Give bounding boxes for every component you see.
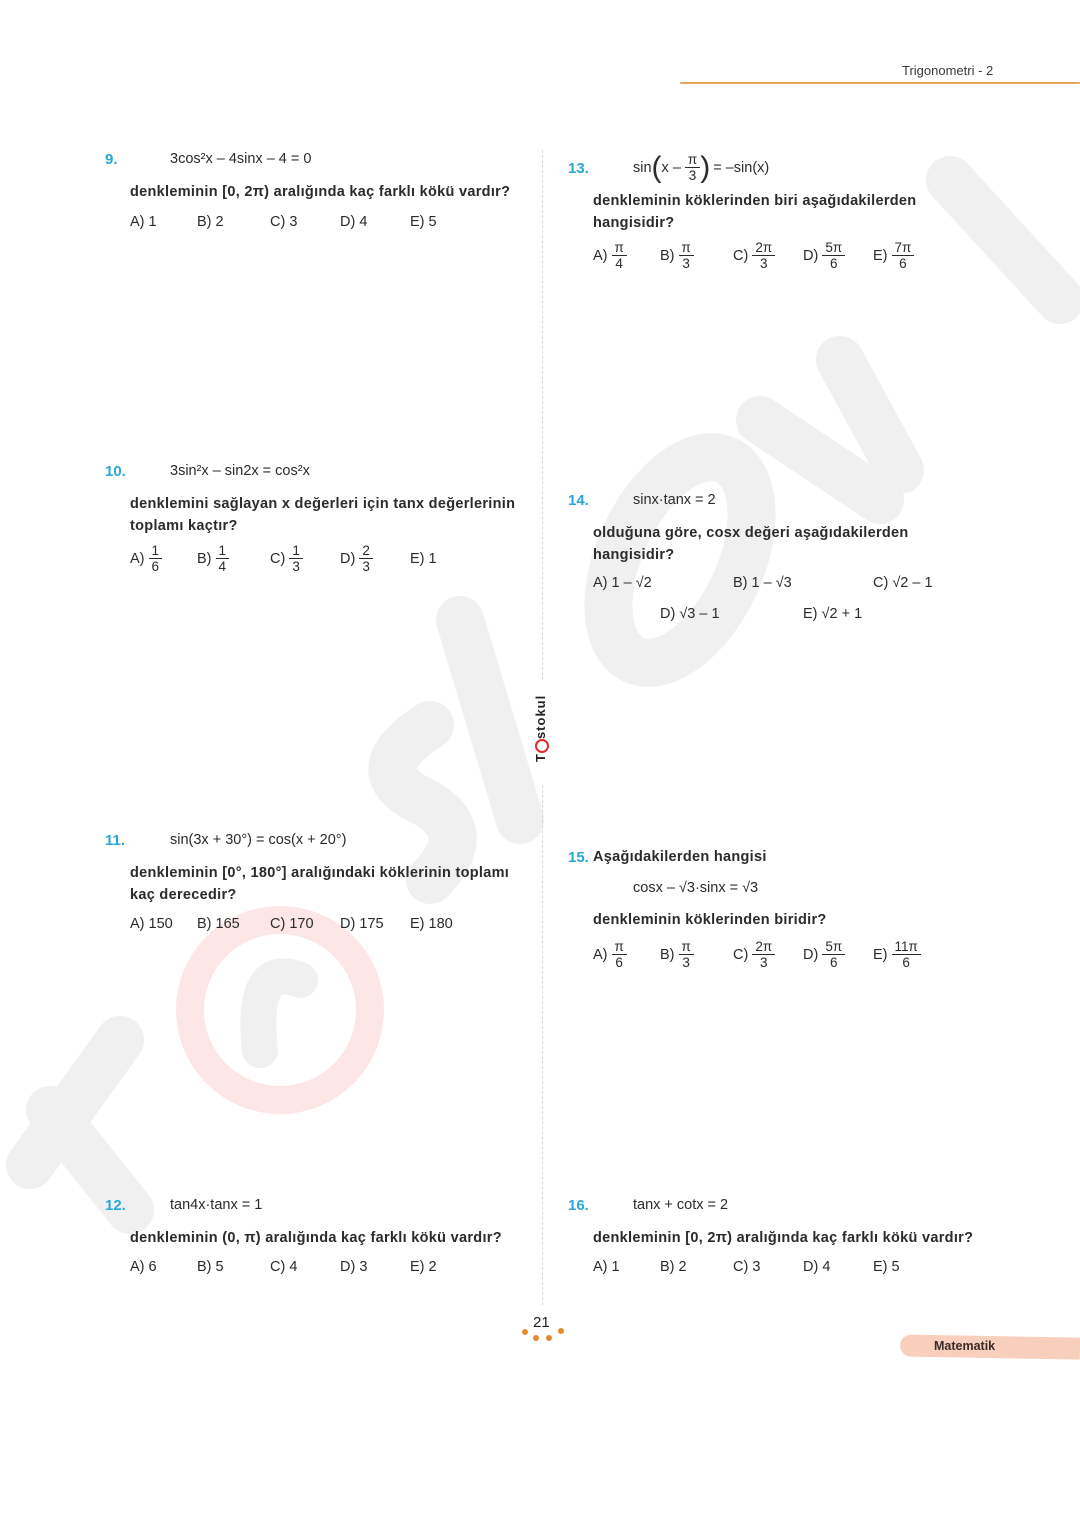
question-prompt: denkleminin köklerinden biri aşağıdakilerden hangisidir? [593,193,917,231]
question-expression: tanx + cotx = 2 [633,1197,729,1213]
fraction: $\frac{1}{3}$ [289,543,303,574]
option-d[interactable]: D) $\frac{2}{3}$ [340,543,373,574]
option-a[interactable]: A) 1 [130,214,157,230]
option-a[interactable]: A) $\frac{1}{6}$ [130,543,162,574]
option-d[interactable]: D) 3 [340,1259,368,1275]
question-number: 11. [105,832,126,849]
option-e[interactable]: E) $\frac{7\pi}{6}$ [873,240,914,271]
option-b[interactable]: B) $\frac{\pi}{3}$ [660,240,694,271]
option-b[interactable]: B) 2 [660,1259,687,1275]
chapter-title: Trigonometri - 2 [902,63,994,78]
option-b[interactable]: B) 1 – √3 [733,575,792,591]
fraction: $\frac{\pi}{3}$ [685,152,700,183]
option-e[interactable]: E) 5 [410,214,437,230]
option-a[interactable]: A) $\frac{\pi}{6}$ [593,939,627,970]
column-divider-top [542,150,543,680]
option-c[interactable]: C) √2 – 1 [873,575,933,591]
question-prompt: denkleminin [0, 2π) aralığında kaç farklı kökü vardır? [593,1230,974,1246]
decorative-dot-icon [546,1335,552,1341]
decorative-dot-icon [533,1335,539,1341]
question-expression: 3sin²x – sin2x = cos²x [170,463,310,479]
fraction: $\frac{1}{6}$ [149,543,163,574]
option-d[interactable]: D) $\frac{5\pi}{6}$ [803,240,845,271]
option-c[interactable]: C) 170 [270,916,314,932]
column-divider-bottom [542,785,543,1305]
option-a[interactable]: A) $\frac{\pi}{4}$ [593,240,627,271]
question-prompt: denkleminin [0, 2π) aralığında kaç farklı kökü vardır? [130,184,511,200]
option-e[interactable]: E) 2 [410,1259,437,1275]
option-d[interactable]: D) 175 [340,916,384,932]
option-a[interactable]: A) 150 [130,916,173,932]
option-e[interactable]: E) 5 [873,1259,900,1275]
option-d[interactable]: D) √3 – 1 [660,606,720,622]
page-number: 21 [533,1314,550,1331]
option-e[interactable]: E) √2 + 1 [803,606,863,622]
question-prompt: denklemini sağlayan x değerleri için tanx değerlerinin toplamı kaçtır? [130,496,516,534]
header-divider [680,82,1080,84]
option-d[interactable]: D) 4 [340,214,368,230]
option-e[interactable]: E) 180 [410,916,453,932]
question-prompt: denkleminin köklerinden biridir? [593,912,827,928]
decorative-dot-icon [558,1328,564,1334]
option-b[interactable]: B) 165 [197,916,240,932]
option-b[interactable]: B) $\frac{1}{4}$ [197,543,229,574]
option-e[interactable]: E) $\frac{11\pi}{6}$ [873,939,921,970]
question-expression: cosx – √3·sinx = √3 [633,880,759,896]
question-number: 16. [568,1197,589,1214]
subject-label: Matematik [934,1339,996,1353]
option-a[interactable]: A) 1 – √2 [593,575,652,591]
option-c[interactable]: C) 4 [270,1259,298,1275]
option-c[interactable]: C) $\frac{2\pi}{3}$ [733,939,775,970]
question-expression: 3cos²x – 4sinx – 4 = 0 [170,151,312,167]
question-prompt: olduğuna göre, cosx değeri aşağıdakilerden hangisidir? [593,525,909,563]
question-expression: sinx·tanx = 2 [633,492,716,508]
option-c[interactable]: C) 3 [270,214,298,230]
option-b[interactable]: B) 2 [197,214,224,230]
option-b[interactable]: B) $\frac{\pi}{3}$ [660,939,694,970]
question-number: 9. [105,151,118,168]
question-prompt-top: Aşağıdakilerden hangisi [593,849,767,865]
option-a[interactable]: A) 1 [593,1259,620,1275]
question-expression: sin ( x – $\frac{\pi}{3}$ ) = –sin(x) [633,150,770,184]
option-e[interactable]: E) 1 [410,551,437,567]
brand-logo-vertical: Tstokul [533,694,548,762]
question-prompt: denkleminin [0°, 180°] aralığındaki köklerinin toplamı kaç derecedir? [130,865,510,903]
question-expression: sin(3x + 30°) = cos(x + 20°) [170,832,347,848]
question-number: 10. [105,463,126,480]
option-d[interactable]: D) $\frac{5\pi}{6}$ [803,939,845,970]
question-number: 15. [568,849,589,866]
option-d[interactable]: D) 4 [803,1259,831,1275]
fraction: $\frac{1}{4}$ [216,543,230,574]
question-number: 14. [568,492,589,509]
option-c[interactable]: C) 3 [733,1259,761,1275]
option-c[interactable]: C) $\frac{2\pi}{3}$ [733,240,775,271]
fraction: $\frac{2}{3}$ [359,543,373,574]
option-a[interactable]: A) 6 [130,1259,157,1275]
decorative-dot-icon [522,1329,528,1335]
question-prompt: denkleminin (0, π) aralığında kaç farklı kökü vardır? [130,1230,502,1246]
question-expression: tan4x·tanx = 1 [170,1197,263,1213]
question-number: 13. [568,160,589,177]
option-b[interactable]: B) 5 [197,1259,224,1275]
question-number: 12. [105,1197,126,1214]
option-c[interactable]: C) $\frac{1}{3}$ [270,543,303,574]
logo-circle-icon [535,739,549,753]
